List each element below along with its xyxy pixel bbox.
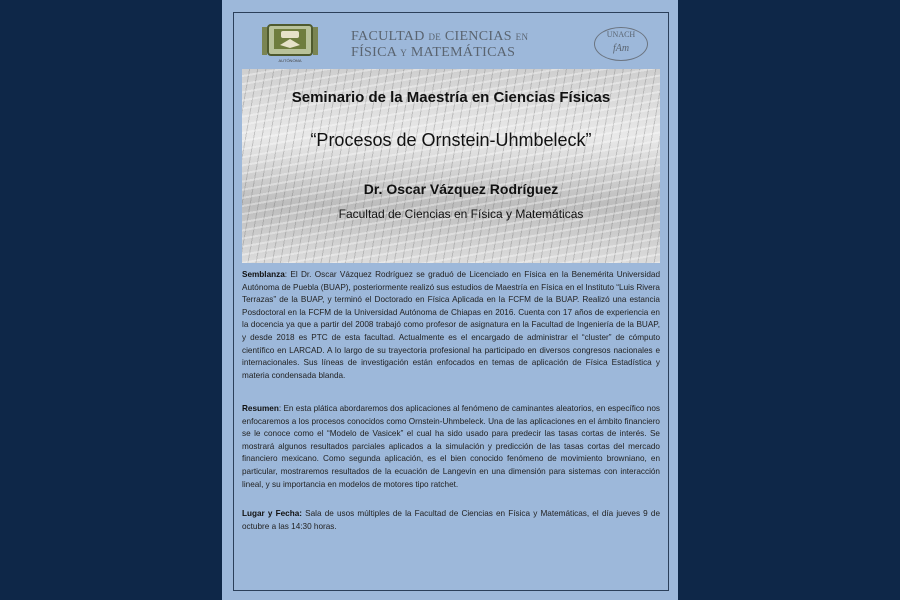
unach-fcfm-logo: UNACH fAm xyxy=(594,27,648,61)
speaker-name: Dr. Oscar Vázquez Rodríguez xyxy=(363,181,559,197)
talk-title: “Procesos de Ornstein-Uhmbeleck” xyxy=(310,130,592,150)
university-shield-logo xyxy=(260,23,320,65)
svg-text:AUTÓNOMA: AUTÓNOMA xyxy=(278,58,302,63)
lugar-fecha-paragraph: Lugar y Fecha: Sala de usos múltiples de la Facultad de Ciencias en Física y Matemáticas, el día jueves 9 de octubre a las 14:30 horas. xyxy=(242,509,660,531)
title-banner xyxy=(242,69,660,263)
poster-header xyxy=(234,13,668,68)
speaker-affiliation: Facultad de Ciencias en Física y Matemáticas xyxy=(338,207,584,221)
faculty-name: FACULTAD DE CIENCIAS EN FÍSICA Y MATEMÁTICAS xyxy=(351,29,529,60)
seminar-series: Seminario de la Maestría en Ciencias Físicas xyxy=(291,89,611,106)
semblanza-paragraph: Semblanza: El Dr. Oscar Vázquez Rodríguez se graduó de Licenciado en Física en la Benemérita Universidad Autónoma de Puebla (BUAP), posteriormente realizó sus estudios de Maestría en Física en el Instituto “Luis Rivera Terrazas” de la BUAP, y terminó el Doctorado en Física Aplicada en la FCFM de la BUAP. Realizó una estancia Posdoctoral en la FCFM de la Universidad Autónoma de Chiapas en 2016. Cuenta con 17 años de experiencia en la docencia ya que a partir del 2008 trabajó como profesor de asignatura en la Facultad de Ingeniería de la BUAP, y desde 2018 es PTC de esta facultad. Actualmente es el encargado de administrar el “cluster” de cómputo científico en LARCAD. A lo largo de su trayectoria profesional ha participado en diversos congresos nacionales e internacionales. Sus líneas de investigación están enfocados en temas de aplicación de Física Estadística y materia condensada blanda. xyxy=(242,270,660,380)
poster-frame xyxy=(233,12,669,591)
resumen-paragraph: Resumen: En esta plática abordaremos dos aplicaciones al fenómeno de caminantes aleatorios, en específico nos enfocaremos a los procesos conocidos como Ornstein-Uhmbeleck. Una de las aplicaciones en el ámbito financiero se le conoce como el “Modelo de Vasicek” el cual ha sido usado para predecir las tasas cortas de interés. Se mostrará algunos resultados parciales aplicados a la simulación y predicción de las tasas cortas del mercado financiero mexicano. Como segunda aplicación, es el bien conocido fenómeno de movimiento browniano, en particular, mostraremos resultados de la ecuación de Langevin en una dimensión para sistemas con interacción lineal, y su importancia en modelos de motores tipo ratchet. xyxy=(242,404,660,489)
seminar-poster xyxy=(222,0,678,600)
